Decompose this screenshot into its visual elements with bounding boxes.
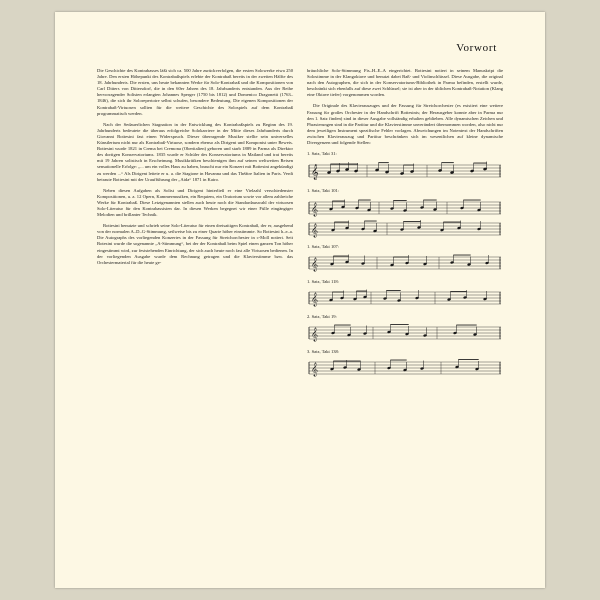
music-staff xyxy=(307,356,503,380)
paragraph: Nach der Sedauerlichen Stagnation in der Entwicklung des Kontrabaßspiels zu Beginn des 19. Jahrhunderts bedeutete die überaus erfolgreiche Solokarriere in der Mitte dieses Jahrhunderts durch Giovanni Bottesini fast einen Widerspruch. Dieser überragende Musiker stellte sein universelles Künstlertum nicht nur als Kontrabaß-Virtuose, sondern ebenso als Dirigent und Komponist unter Beweis. Bottesini wurde 1821 in Crema bei Cremona (Oberitalien) geboren und starb 1889 in Parma als Direktor des dortigen Konservatoriums. 1835 wurde er Schüler des Konservatoriums in Mailand und trat bereits mit 19 Jahren solistisch in Erscheinung. Musikkritiken beschienigen ihm auf seinen weltweiten Reisen sensationelle Erfolge: „... um ein volles Haus zu haben, braucht nur ein Konzert mit Bottesini angekündigt zu werden ...“ Als Dirigent leitete er u. a. die Stagione in Havanna und das Théâtre Italien in Paris. Verdi betraute Bottesini mit der Uraufführung der „Aida“ 1871 in Kairo. xyxy=(97,121,293,182)
music-staff xyxy=(307,158,503,184)
svg-text:𝄞: 𝄞 xyxy=(311,164,319,180)
svg-text:𝄞: 𝄞 xyxy=(311,222,319,237)
paragraph: Neben diesen Aufgaben als Solist und Dirigent hinterließ er eine Vielzahl verschiedenster Kompositionen, u. a. 12 Opern, Kammermusiken, ein Requiem, ein Oratorium sowie vor allem zahlreiche Werke für Kontrabaß. Diese Letztgenannten stellen auch heute noch die Standardauswahl der virtuosen Solo-Literatur für den Kontrabassisten dar. In diesen Werken begegnet wir einer Fülle eingängiger Melodien und brillanter Technik. xyxy=(97,187,293,218)
paragraph: Bottesini benutzte und schrieb seine Solo-Literatur für einen dreisaitigen Kontrabaß, der er, ausgehend von der normalen A–D–G-Stimmung, seilweise bis zu einer Quarte höher einstimmte. So Bottesini h–e–a. Die Autographs des vorliegenden Konzertes in der Fassung für Streichorchester in c-Moll notiert. Seit Botesini wurde die sogenannte „A-Stimmung“, bei der der Kontrabaß beim Spiel einen ganzen Ton höher eingestimmt wird, zur feststehenden Einrichtung, der sich auch heute noch fast alle Virtuosen bedienen. In der vorliegenden Ausgabe wurde dem Rechnung getragen und die Klavierstimme bzw. das Orchestermaterial für die heute ge- xyxy=(97,223,293,265)
left-column xyxy=(97,68,293,271)
music-example-label: 1. Satz, Takt 31: xyxy=(307,151,337,157)
paragraph: Die Originale des Klavierauszuges und der Fassung für Streichorchester (es existiert eine weitere Fassung für großes Orchester in der Handschrift Bottesinis; der Herausgeber konnte aber in Parma nur den 1. Satz finden) sind in dieser Ausgabe vollständig erhalten geblieben. Alle dynamischen Zeichen und Phrasierungen sind in die Partitur und die Klavierstimme unverändert übernommen worden, also nicht nur dem jeweiligen Instrument spezifische Fehler vorlagen. Abweichungen im Notentext der Handschriften zwischen Klavierauszug und Partitur beschränken sich im wesentlichen auf kleine dynamische Divergenzen und folgende Stellen: xyxy=(307,103,503,146)
music-example-label: 3. Satz, Takt 138: xyxy=(307,349,340,355)
svg-text:𝄞: 𝄞 xyxy=(311,201,319,216)
music-staff xyxy=(307,251,503,275)
music-example-label: 1. Satz, Takt 107: xyxy=(307,243,340,249)
svg-text:𝄞: 𝄞 xyxy=(311,256,319,271)
music-example-label: 1. Satz, Takt 118: xyxy=(307,278,339,284)
paragraph: bräuchliche Solo-Stimmung Fis–H–E–A eingerichtet. Bottesini notiert in seinem Manuskript die Solostimme in der Klangoktave und benutzt dabei Baß- und Violinschlüssel. Diese Ausgabe, die original nach den Autographen, die sich in der Konservatoriums-Bibliothek in Parma befinden, erstellt wurde, beschränkt sich ebenfalls auf diese zwei Schlüssel; sie ist aber in der üblichen Kontrabaß-Notation (Klang eine Oktave tiefer) vorgenommen worden. xyxy=(307,68,503,98)
svg-text:𝄞: 𝄞 xyxy=(311,362,319,377)
music-example-label: 2. Satz, Takt 19: xyxy=(307,313,337,319)
two-column-layout xyxy=(97,68,503,384)
music-example-label: 1. Satz, Takt 101: xyxy=(307,188,340,194)
svg-text:𝄞: 𝄞 xyxy=(311,327,319,342)
music-staff xyxy=(307,286,503,310)
paragraph: Die Geschichte des Kontrabasses läßt sich ca. 500 Jahre zurückverfolgen, die ersten Solowerke etwa 250 Jahre. Den ersten Höhepunkt des Kontrabaßspiels erlebte der Kontrabaß bereits in der zweiten Hälfte des 18. Jahrhunderts. Die ersten, uns heute bekannten Werke für Solo-Kontrabaß und die Kompositionen von Carl Ditters von Dittersdorf, die in den 60er Jahren des 18. Jahrhunderts entstanden. Aus der Reihe hervorragender Solisten erlangten Johannes Sperger (1750 bis 1812) und Domenico Dragonetti (1763–1846), die sich ihr Solorepertoire selbst schufen, besondere Bedeutung. Die eigenen Kompositionen der Kontrabaß-Virtuosen sollten für die weitere Geschichte des Solospiels auf dem Kontrabaß programmatisch werden. xyxy=(97,68,293,116)
right-column xyxy=(307,68,503,384)
page-title: Vorwort xyxy=(456,42,497,54)
svg-text:𝄞: 𝄞 xyxy=(311,291,319,306)
document-page xyxy=(55,12,545,588)
page-content xyxy=(97,42,503,562)
music-staff xyxy=(307,196,503,240)
music-staff xyxy=(307,321,503,345)
